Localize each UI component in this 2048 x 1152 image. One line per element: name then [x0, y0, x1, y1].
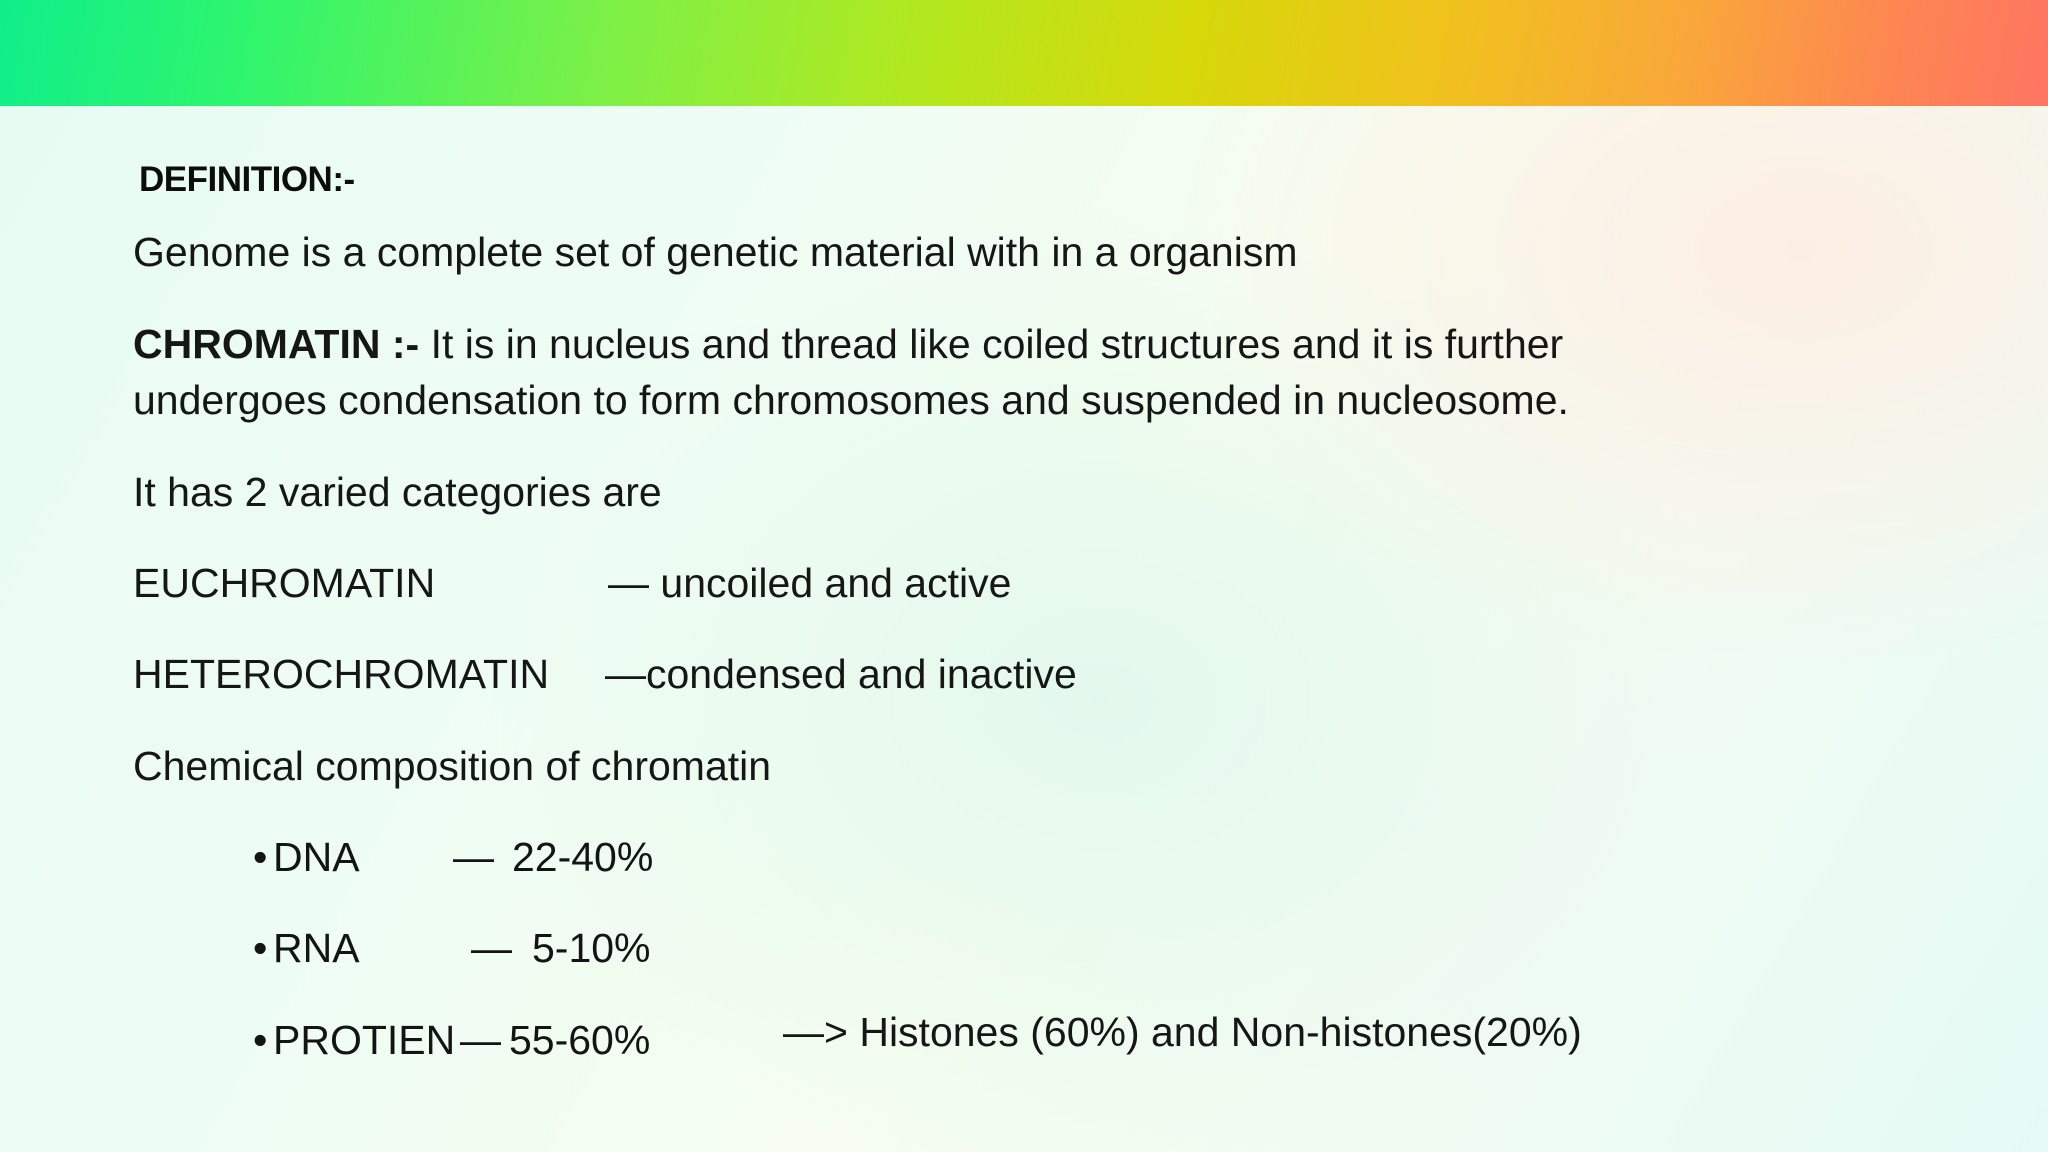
- chromatin-text-1: It is in nucleus and thread like coiled structures and it is further: [419, 321, 1564, 367]
- genome-definition: Genome is a complete set of genetic material with in a organism: [133, 229, 1298, 275]
- chromatin-label: CHROMATIN :-: [133, 321, 420, 367]
- chromatin-line-2: undergoes condensation to form chromosomes and suspended in nucleosome.: [133, 377, 1569, 423]
- category-desc: — uncoiled and active: [608, 560, 1012, 606]
- chromatin-line-1: [133, 318, 1563, 370]
- composition-dash: —: [460, 1017, 501, 1063]
- definition-heading: DEFINITION:-: [139, 160, 355, 199]
- composition-value: 55-60%: [509, 1017, 651, 1063]
- bullet-icon: •: [253, 1017, 268, 1063]
- category-name: HETEROCHROMATIN: [133, 651, 550, 697]
- composition-dash: —: [471, 925, 512, 971]
- composition-dash: —: [453, 834, 494, 880]
- composition-item-dna: [253, 831, 654, 883]
- categories-intro: It has 2 varied categories are: [133, 469, 662, 515]
- category-row-heterochromatin: [133, 648, 1077, 700]
- composition-item-rna: [253, 922, 651, 974]
- protein-subtypes-note: —> Histones (60%) and Non-histones(20%): [783, 1009, 1582, 1055]
- composition-value: 5-10%: [532, 925, 651, 971]
- bullet-icon: •: [253, 834, 268, 880]
- composition-title: Chemical composition of chromatin: [133, 743, 772, 789]
- composition-name: DNA: [273, 834, 360, 880]
- bullet-icon: •: [253, 925, 268, 971]
- composition-value: 22-40%: [512, 834, 654, 880]
- composition-name: RNA: [273, 925, 360, 971]
- composition-item-protein: [253, 1014, 651, 1066]
- composition-name: PROTIEN: [273, 1017, 456, 1063]
- category-name: EUCHROMATIN: [133, 560, 436, 606]
- category-desc: —condensed and inactive: [605, 651, 1077, 697]
- category-row-euchromatin: [133, 557, 1012, 609]
